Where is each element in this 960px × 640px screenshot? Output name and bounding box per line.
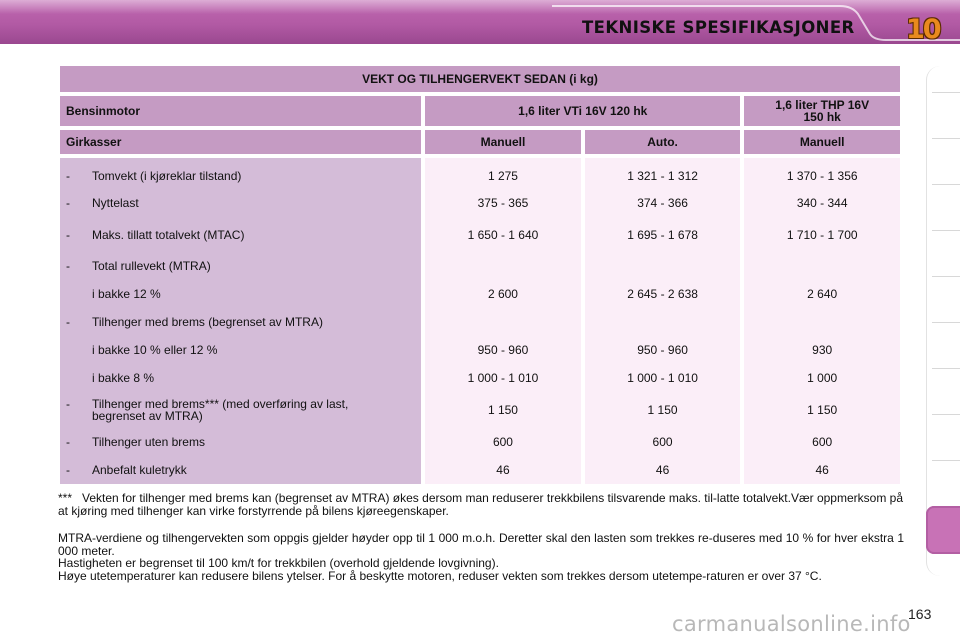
side-tab[interactable] bbox=[932, 276, 960, 305]
cell: 340 - 344 bbox=[796, 196, 848, 210]
engine-1: 1,6 liter VTi 16V 120 hk bbox=[425, 96, 740, 126]
row-label: Tilhenger med brems (begrenset av MTRA) bbox=[92, 315, 323, 329]
note-paragraph: Hastigheten er begrenset til 100 km/t for trekkbilen (overhold gjeldende lovgivning). bbox=[58, 556, 499, 570]
side-tab[interactable] bbox=[932, 184, 960, 213]
row-dash: - bbox=[66, 259, 70, 273]
cell bbox=[585, 308, 741, 336]
cell: 1 150 bbox=[647, 403, 678, 417]
note-paragraph: Høye utetemperaturer kan redusere bilens ytelser. For å beskytte motoren, reduser vekten som trekkes dersom utetempe-raturen er over 37 °C. bbox=[58, 568, 822, 583]
row-label: i bakke 12 % bbox=[92, 287, 161, 301]
cell: 46 bbox=[496, 463, 510, 477]
side-tab[interactable] bbox=[932, 138, 960, 167]
row-label: Nyttelast bbox=[92, 196, 139, 210]
value-column-1 bbox=[425, 158, 581, 484]
side-tab[interactable] bbox=[932, 368, 960, 397]
cell: 1 000 - 1 010 bbox=[627, 371, 698, 385]
page-number: 163 bbox=[908, 606, 932, 622]
value-column-2 bbox=[585, 158, 741, 484]
table-row bbox=[60, 252, 421, 280]
row-label: i bakke 8 % bbox=[92, 371, 155, 385]
table-row bbox=[60, 364, 421, 392]
cell: 1 695 - 1 678 bbox=[627, 228, 698, 242]
row-dash: - bbox=[66, 196, 70, 210]
cell: 600 bbox=[812, 435, 833, 449]
side-tab[interactable] bbox=[932, 414, 960, 443]
cell: 930 bbox=[812, 343, 833, 357]
notes bbox=[58, 532, 904, 582]
row-label: Total rullevekt (MTRA) bbox=[92, 259, 211, 273]
side-tab-active[interactable] bbox=[926, 506, 960, 554]
row-dash: - bbox=[66, 228, 70, 242]
cell: 46 bbox=[815, 463, 829, 477]
row-dash: - bbox=[66, 397, 70, 411]
table-row bbox=[60, 308, 421, 336]
engine-2 bbox=[744, 96, 900, 126]
table-row bbox=[60, 392, 421, 428]
value-column-3 bbox=[744, 158, 900, 484]
cell: 1 000 - 1 010 bbox=[467, 371, 539, 385]
cell bbox=[744, 308, 900, 336]
footnote-text: Vekten for tilhenger med brems kan (begrenset av MTRA) økes dersom man reduserer trekkbilens tilsvarende maks. til-latte totalvekt.Vær oppmerksom på at kjøring med tilhenger kan virke forstyrrende på bilens kjøreegenskaper. bbox=[58, 491, 903, 518]
row-dash: - bbox=[66, 435, 70, 449]
side-tab[interactable] bbox=[932, 230, 960, 259]
cell bbox=[744, 252, 900, 280]
footnote bbox=[58, 492, 904, 518]
table-row bbox=[60, 218, 421, 252]
table-row bbox=[60, 336, 421, 364]
engine-2-line1: 1,6 liter THP 16V bbox=[775, 98, 870, 112]
engine-label: Bensinmotor bbox=[60, 96, 421, 126]
gear-2: Auto. bbox=[585, 130, 741, 154]
row-dash: - bbox=[66, 169, 70, 183]
gear-3: Manuell bbox=[744, 130, 900, 154]
cell: 600 bbox=[492, 435, 513, 449]
row-label: Tilhenger uten brems bbox=[92, 435, 205, 449]
table-row bbox=[60, 428, 421, 456]
row-dash: - bbox=[66, 463, 70, 477]
row-label: Tilhenger med brems*** (med overføring av last, begrenset av MTRA) bbox=[92, 397, 349, 423]
table-title: VEKT OG TILHENGERVEKT SEDAN (i kg) bbox=[60, 66, 900, 92]
cell: 1 710 - 1 700 bbox=[786, 228, 858, 242]
cell: 2 640 bbox=[807, 287, 838, 301]
cell: 1 150 bbox=[487, 403, 518, 417]
row-label: Maks. tillatt totalvekt (MTAC) bbox=[92, 228, 245, 242]
cell: 1 321 - 1 312 bbox=[627, 169, 698, 183]
watermark: carmanualsonline.info bbox=[672, 612, 911, 636]
engine-2-line2: 150 hk bbox=[803, 110, 841, 124]
gear-label: Girkasser bbox=[60, 130, 421, 154]
spec-table bbox=[56, 62, 904, 488]
side-tab[interactable] bbox=[932, 322, 960, 351]
side-tab[interactable] bbox=[932, 460, 960, 489]
row-label: i bakke 10 % eller 12 % bbox=[92, 343, 218, 357]
cell bbox=[585, 252, 741, 280]
table-row bbox=[60, 164, 421, 188]
label-column bbox=[60, 158, 421, 484]
chapter-number: 10 bbox=[906, 14, 940, 45]
cell: 46 bbox=[655, 463, 670, 477]
page-title: TEKNISKE SPESIFIKASJONER bbox=[582, 18, 855, 37]
gear-1: Manuell bbox=[425, 130, 581, 154]
cell: 600 bbox=[652, 435, 673, 449]
row-dash: - bbox=[66, 315, 70, 329]
cell: 1 275 bbox=[487, 169, 518, 183]
footnote-marker: *** bbox=[58, 491, 73, 505]
table-row bbox=[60, 456, 421, 484]
table-row bbox=[60, 280, 421, 308]
table-row bbox=[60, 188, 421, 218]
cell: 1 150 bbox=[807, 403, 838, 417]
cell: 950 - 960 bbox=[637, 343, 688, 357]
cell: 2 600 bbox=[487, 287, 518, 301]
cell bbox=[425, 252, 581, 280]
cell: 375 - 365 bbox=[477, 196, 529, 210]
side-tab[interactable] bbox=[932, 92, 960, 121]
cell: 1 650 - 1 640 bbox=[467, 228, 539, 242]
cell: 950 - 960 bbox=[477, 343, 529, 357]
cell bbox=[425, 308, 581, 336]
row-label: Tomvekt (i kjøreklar tilstand) bbox=[92, 169, 242, 183]
cell: 2 645 - 2 638 bbox=[627, 287, 698, 301]
cell: 1 370 - 1 356 bbox=[786, 169, 858, 183]
row-label: Anbefalt kuletrykk bbox=[92, 463, 187, 477]
cell: 374 - 366 bbox=[637, 196, 688, 210]
note-paragraph: MTRA-verdiene og tilhengervekten som oppgis gjelder høyder opp til 1 000 m.o.h. Deretter skal den lasten som trekkes re-duseres med 10 % for hver ekstra 1 000 meter. bbox=[58, 531, 904, 558]
cell: 1 000 bbox=[807, 371, 838, 385]
